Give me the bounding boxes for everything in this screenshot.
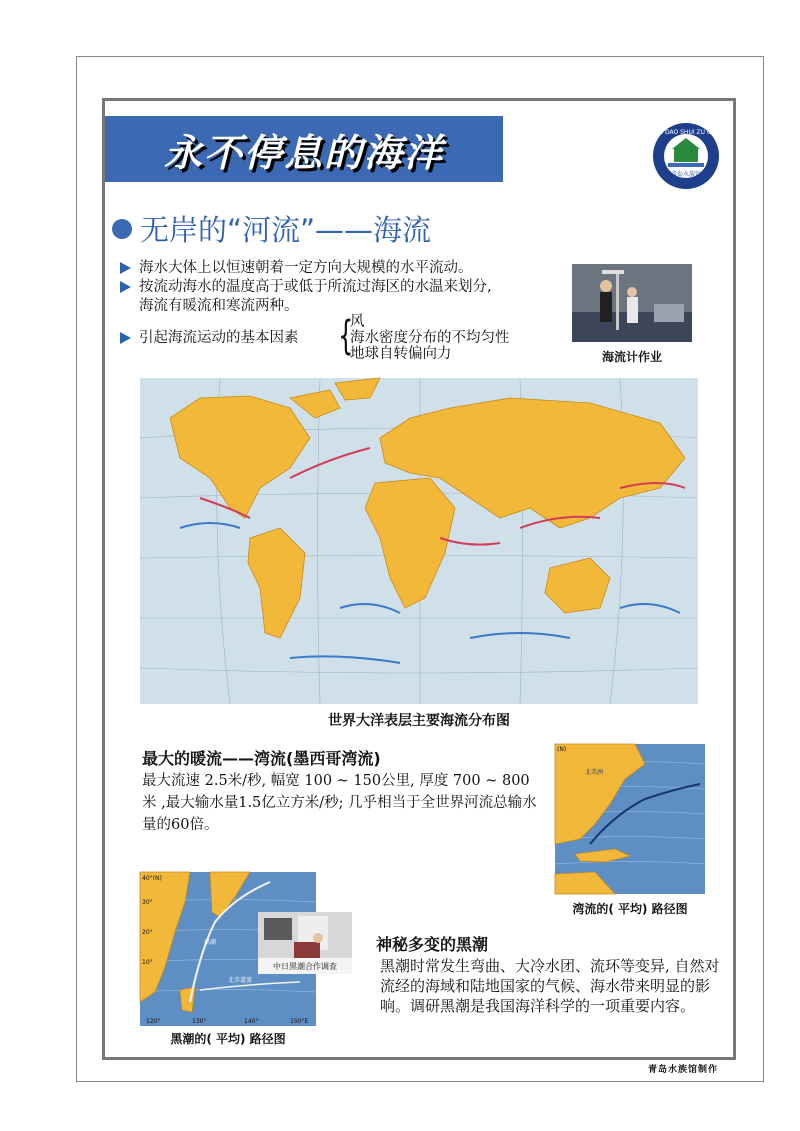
photo2-caption: 中日黑潮合作调查 xyxy=(273,962,337,971)
current-label: 北赤道流 xyxy=(228,977,253,984)
bullet-text: 海流有暖流和寒流两种。 xyxy=(139,298,299,314)
factor-item: 地球自转偏向力 xyxy=(350,346,452,362)
joint-survey-photo xyxy=(258,912,352,974)
bullet-1 xyxy=(120,259,473,278)
gulf-stream-text: 最大流速 2.5米/秒, 幅宽 100 ~ 150公里, 厚度 700 ~ 800米 ,最大输水量1.5亿立方米/秒; 几乎相当于全世界河流总输水量的60倍。 xyxy=(142,773,537,833)
brace-icon: { xyxy=(338,313,354,359)
factor-item: 海水密度分布的不均匀性 xyxy=(350,330,510,346)
gulf-stream-map xyxy=(555,744,705,894)
bullet-dot-icon xyxy=(112,219,132,239)
section-title: 无岸的“河流”——海流 xyxy=(140,213,432,247)
world-ocean-current-map xyxy=(140,378,698,704)
kuroshio-axis-top: 40°(N) xyxy=(142,875,162,882)
lat-label: 30° xyxy=(142,899,153,906)
credit-line: 青岛水族馆制作 xyxy=(648,1065,719,1075)
gulf-map-label: 北美洲 xyxy=(585,769,604,776)
kuroshio-heading: 神秘多变的黑潮 xyxy=(376,935,489,954)
triangle-bullet-icon xyxy=(120,262,131,274)
bullet-3 xyxy=(120,329,299,348)
lon-label: 120° xyxy=(146,1018,161,1025)
title-banner xyxy=(105,116,503,182)
triangle-bullet-icon xyxy=(120,332,131,344)
kuroshio-text: 黑潮时常发生弯曲、大冷水团、流环等变异, 自然对流经的海域和陆地国家的气候、海水带来明显的影响。调研黑潮是我国海洋科学的一项重要内容。 xyxy=(380,957,720,1015)
lon-label: 140° xyxy=(244,1018,259,1025)
bullet-text: 按流动海水的温度高于或低于所流过海区的水温来划分, xyxy=(139,279,492,295)
lon-label: 130° xyxy=(192,1018,207,1025)
photo1-caption: 海流计作业 xyxy=(601,350,662,364)
current-label: 黑潮 xyxy=(204,939,217,946)
lon-label: 150°E xyxy=(290,1018,309,1025)
triangle-bullet-icon xyxy=(120,281,131,293)
bullet-2 xyxy=(120,278,492,297)
bullet-2-continued xyxy=(139,297,299,316)
section-heading xyxy=(112,208,431,249)
lat-label: 10° xyxy=(142,959,153,966)
factor-list xyxy=(350,314,510,362)
gulf-stream-heading: 最大的暖流——湾流(墨西哥湾流) xyxy=(142,749,381,768)
bullet-text: 海水大体上以恒速朝着一定方向大规模的水平流动。 xyxy=(139,260,473,276)
lat-label: 20° xyxy=(142,929,153,936)
aquarium-logo xyxy=(647,122,725,190)
logo-ring-text: QING DAO SHUI ZU GUAN xyxy=(647,129,725,136)
world-map-caption: 世界大洋表层主要海流分布图 xyxy=(328,713,510,729)
factor-item: 风 xyxy=(350,314,365,330)
gulf-map-axis-label: (N) xyxy=(557,746,567,753)
bullet-text: 引起海流运动的基本因素 xyxy=(139,330,299,346)
page-title: 永不停息的海洋 xyxy=(163,130,444,175)
kuroshio-map-caption: 黑潮的( 平均) 路径图 xyxy=(170,1032,286,1046)
logo-inner-text: 青岛水族馆 xyxy=(670,171,702,178)
gulf-map-caption: 湾流的( 平均) 路径图 xyxy=(572,902,688,916)
current-meter-photo xyxy=(572,264,692,342)
